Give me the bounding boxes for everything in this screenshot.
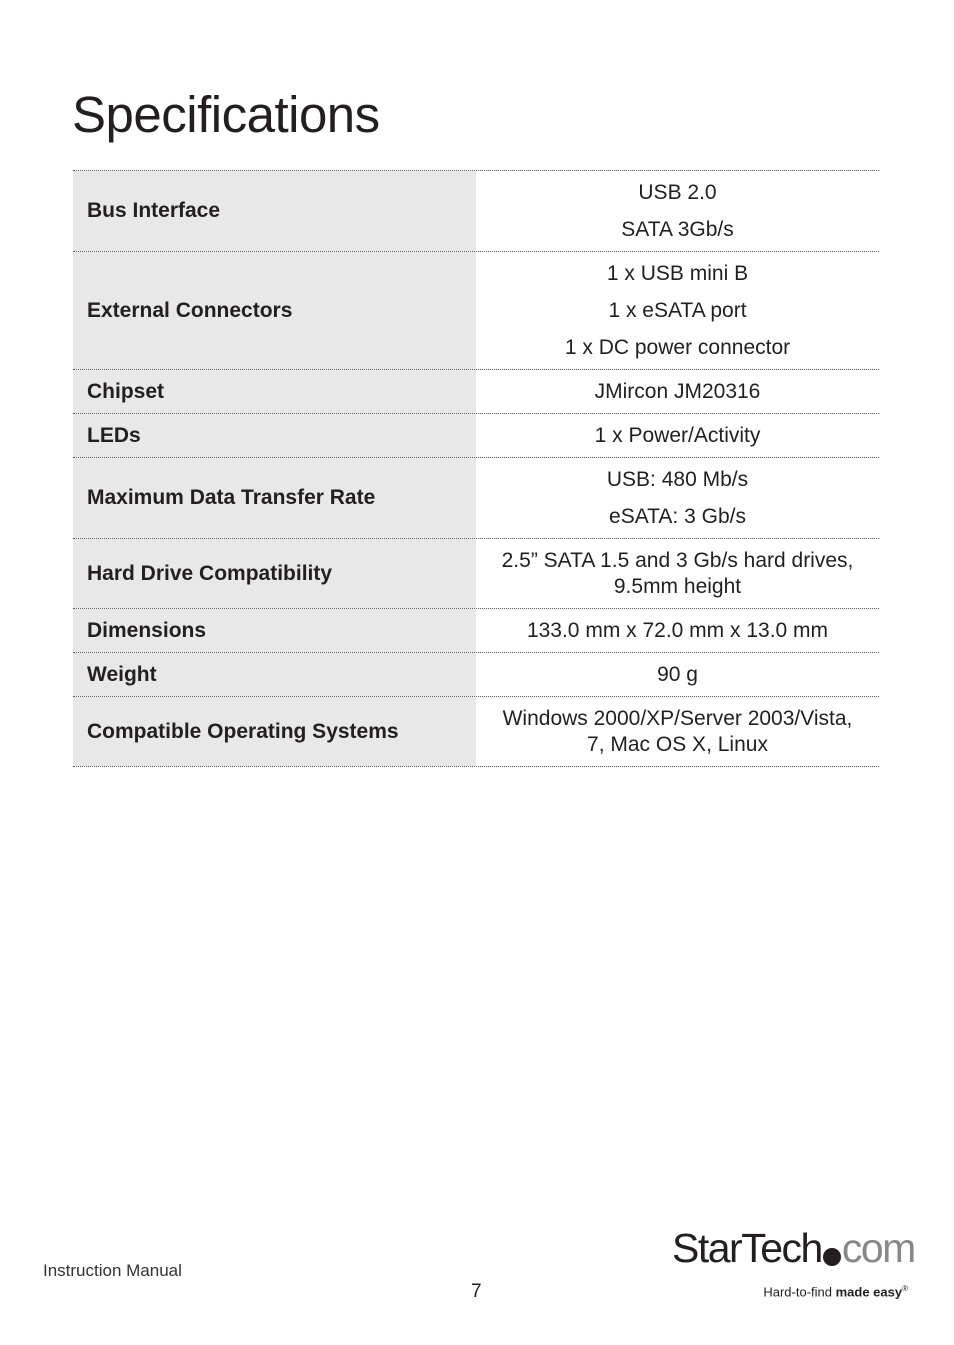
spec-row-dimensions (73, 609, 879, 653)
spec-values (476, 252, 879, 369)
spec-row-external-connectors (73, 252, 879, 370)
footer-document-type: Instruction Manual (43, 1261, 182, 1280)
startech-logo (672, 1225, 915, 1308)
spec-value: Windows 2000/XP/Server 2003/Vista, (502, 706, 853, 730)
spec-value: 9.5mm height (613, 574, 742, 598)
logo-tagline (763, 1284, 908, 1299)
specifications-table (73, 170, 879, 767)
spec-label: Maximum Data Transfer Rate (73, 458, 476, 538)
spec-label: Chipset (73, 370, 476, 413)
spec-value: USB: 480 Mb/s (606, 468, 749, 491)
registered-mark: ® (902, 1284, 908, 1293)
spec-values (476, 370, 879, 413)
spec-label: Hard Drive Compatibility (73, 539, 476, 608)
logo-suffix: com (841, 1225, 915, 1271)
logo-brand: StarTech (672, 1225, 822, 1271)
spec-value: 7, Mac OS X, Linux (587, 732, 768, 756)
spec-value: 1 x USB mini B (606, 262, 749, 285)
tagline-normal: Hard-to-find (763, 1284, 836, 1300)
spec-row-leds (73, 414, 879, 458)
spec-values (476, 697, 879, 766)
spec-label: Compatible Operating Systems (73, 697, 476, 766)
spec-values (476, 414, 879, 457)
spec-value: SATA 3Gb/s (621, 218, 734, 241)
page-title: Specifications (72, 86, 380, 143)
spec-label: LEDs (73, 414, 476, 457)
spec-label: Dimensions (73, 609, 476, 652)
spec-row-operating-systems (73, 697, 879, 767)
spec-row-hdd-compatibility (73, 539, 879, 609)
spec-row-weight (73, 653, 879, 697)
spec-label: Weight (73, 653, 476, 696)
spec-value: 2.5” SATA 1.5 and 3 Gb/s hard drives, (501, 548, 854, 572)
page-number: 7 (471, 1281, 482, 1302)
spec-value: eSATA: 3 Gb/s (609, 505, 746, 528)
spec-values (476, 609, 879, 652)
spec-values (476, 171, 879, 251)
spec-label: Bus Interface (73, 171, 476, 251)
spec-value: 1 x eSATA port (608, 299, 747, 322)
spec-values (476, 653, 879, 696)
spec-value: 1 x Power/Activity (594, 424, 761, 447)
spec-row-max-transfer-rate (73, 458, 879, 539)
spec-value: 1 x DC power connector (564, 336, 791, 359)
logo-wordmark (672, 1225, 915, 1271)
spec-value: 133.0 mm x 72.0 mm x 13.0 mm (526, 619, 829, 642)
spec-value: USB 2.0 (638, 181, 717, 204)
spec-row-chipset (73, 370, 879, 414)
logo-dot-icon (823, 1248, 841, 1266)
tagline-bold: made easy (835, 1284, 903, 1300)
spec-value: JMircon JM20316 (594, 380, 761, 403)
spec-value: 90 g (657, 663, 698, 686)
spec-values (476, 539, 879, 608)
spec-values (476, 458, 879, 538)
spec-row-bus-interface (73, 171, 879, 252)
spec-label: External Connectors (73, 252, 476, 369)
